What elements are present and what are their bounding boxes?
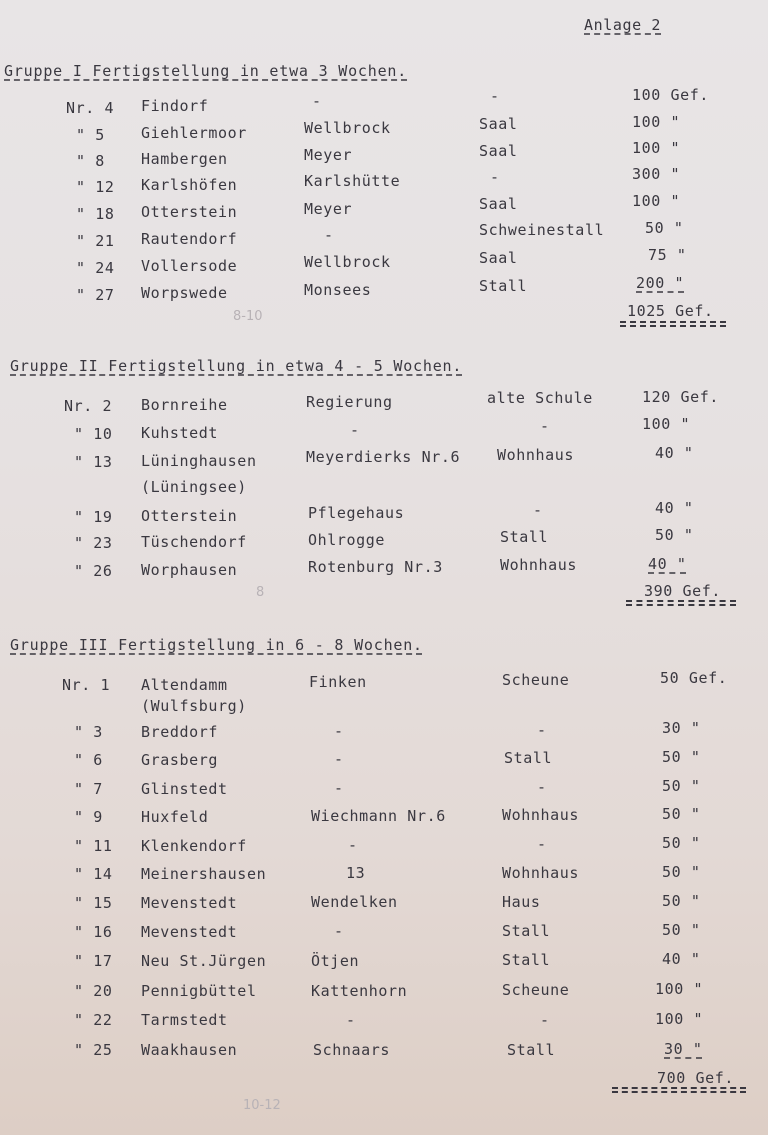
row-col3: Saal <box>479 115 518 133</box>
row-col3: Stall <box>504 749 553 767</box>
row-amount: 50 " <box>645 219 684 237</box>
row-col3: Scheune <box>502 671 570 689</box>
row-place: Kuhstedt <box>141 424 219 442</box>
row-amount: 100 Gef. <box>632 86 710 104</box>
row-nr: " 24 <box>76 259 115 277</box>
row-amount: 100 " <box>632 139 681 157</box>
row-col3: Stall <box>502 951 551 969</box>
row-col3: Scheune <box>502 981 570 999</box>
row-amount: 50 " <box>655 526 694 544</box>
row-col2: Wendelken <box>311 893 398 911</box>
group-1-total: 1025 Gef. <box>627 302 714 320</box>
row-col2: 13 <box>346 864 366 882</box>
row-nr: " 21 <box>76 232 115 250</box>
row-col3: Wohnhaus <box>502 806 580 824</box>
row-place: Altendamm <box>141 676 228 694</box>
row-nr: " 9 <box>74 808 103 826</box>
row-col3: - <box>490 87 500 105</box>
row-col2: Wellbrock <box>304 119 391 137</box>
row-place: Mevenstedt <box>141 923 238 941</box>
row-place: Mevenstedt <box>141 894 238 912</box>
row-nr: " 22 <box>74 1011 113 1029</box>
row-col2: Wellbrock <box>304 253 391 271</box>
row-nr: " 5 <box>76 126 105 144</box>
row-nr: " 16 <box>74 923 113 941</box>
row-col3: Haus <box>502 893 541 911</box>
row-nr: Nr. 2 <box>64 397 113 415</box>
row-place: Karlshöfen <box>141 176 238 194</box>
row-col3: Saal <box>479 142 518 160</box>
row-nr: " 6 <box>74 751 103 769</box>
row-place: Klenkendorf <box>141 837 247 855</box>
row-col3: - <box>540 417 550 435</box>
row-col2: - <box>334 750 344 768</box>
row-place-line2: (Wulfsburg) <box>141 697 247 715</box>
group-1-heading: Gruppe I Fertigstellung in etwa 3 Wochen. <box>4 62 408 80</box>
row-nr: Nr. 1 <box>62 676 111 694</box>
row-amount: 50 " <box>662 805 701 823</box>
pencil-note: 10-12 <box>243 1098 281 1113</box>
row-col2: - <box>334 722 344 740</box>
row-col2: - <box>324 226 334 244</box>
row-amount: 75 " <box>648 246 687 264</box>
row-place: Tarmstedt <box>141 1011 228 1029</box>
row-nr: " 13 <box>74 453 113 471</box>
row-amount: 50 " <box>662 863 701 881</box>
row-col2: Rotenburg Nr.3 <box>308 558 443 576</box>
row-nr: " 17 <box>74 952 113 970</box>
row-place: Otterstein <box>141 203 238 221</box>
row-col3: Stall <box>507 1041 556 1059</box>
row-col3: - <box>537 721 547 739</box>
row-col3: Wohnhaus <box>500 556 578 574</box>
row-col2: Ötjen <box>311 952 360 970</box>
row-place-line2: (Lüningsee) <box>141 478 247 496</box>
row-col2: Meyerdierks Nr.6 <box>306 448 461 466</box>
row-col3: Stall <box>502 922 551 940</box>
row-col2: Schnaars <box>313 1041 391 1059</box>
pencil-note: 8-10 <box>233 309 263 324</box>
row-col3: - <box>490 168 500 186</box>
row-nr: " 26 <box>74 562 113 580</box>
row-col2: Kattenhorn <box>311 982 408 1000</box>
row-place: Worphausen <box>141 561 238 579</box>
row-place: Rautendorf <box>141 230 238 248</box>
row-col2: - <box>312 92 322 110</box>
row-col3: alte Schule <box>487 389 593 407</box>
row-amount: 30 " <box>662 719 701 737</box>
row-place: Pennigbüttel <box>141 982 257 1000</box>
row-col3: Saal <box>479 249 518 267</box>
row-col3: Wohnhaus <box>497 446 575 464</box>
row-place: Huxfeld <box>141 808 209 826</box>
row-nr: " 19 <box>74 508 113 526</box>
row-nr: " 12 <box>76 178 115 196</box>
row-col2: Monsees <box>304 281 372 299</box>
row-amount: 40 " <box>655 499 694 517</box>
row-place: Breddorf <box>141 723 219 741</box>
row-col2: Meyer <box>304 200 353 218</box>
row-place: Otterstein <box>141 507 238 525</box>
row-place: Glinstedt <box>141 780 228 798</box>
row-place: Bornreihe <box>141 396 228 414</box>
row-amount: 30 " <box>664 1040 703 1058</box>
row-amount: 50 " <box>662 892 701 910</box>
row-col2: - <box>348 836 358 854</box>
row-place: Neu St.Jürgen <box>141 952 267 970</box>
row-col2: - <box>350 421 360 439</box>
row-col3: - <box>540 1011 550 1029</box>
row-col2: Wiechmann Nr.6 <box>311 807 446 825</box>
row-place: Vollersode <box>141 257 238 275</box>
row-col2: - <box>334 922 344 940</box>
row-amount: 50 " <box>662 921 701 939</box>
row-nr: " 7 <box>74 780 103 798</box>
row-place: Findorf <box>141 97 209 115</box>
double-rule <box>626 600 736 606</box>
anlage-label: Anlage 2 <box>584 16 662 34</box>
row-col3: Saal <box>479 195 518 213</box>
row-amount: 50 Gef. <box>660 669 728 687</box>
row-amount: 100 " <box>642 415 691 433</box>
row-place: Waakhausen <box>141 1041 238 1059</box>
row-col2: Karlshütte <box>304 172 401 190</box>
row-col2: Ohlrogge <box>308 531 386 549</box>
row-col2: Regierung <box>306 393 393 411</box>
row-col2: Pflegehaus <box>308 504 405 522</box>
row-nr: Nr. 4 <box>66 99 115 117</box>
row-nr: " 23 <box>74 534 113 552</box>
row-nr: " 14 <box>74 865 113 883</box>
row-nr: " 11 <box>74 837 113 855</box>
double-rule <box>612 1087 746 1093</box>
row-amount: 50 " <box>662 748 701 766</box>
row-nr: " 18 <box>76 205 115 223</box>
row-col3: - <box>533 501 543 519</box>
row-amount: 120 Gef. <box>642 388 720 406</box>
row-nr: " 3 <box>74 723 103 741</box>
double-rule <box>620 321 726 327</box>
row-col3: Stall <box>500 528 549 546</box>
row-amount: 40 " <box>648 555 687 573</box>
row-amount: 100 " <box>655 1010 704 1028</box>
row-place: Hambergen <box>141 150 228 168</box>
row-amount: 50 " <box>662 834 701 852</box>
row-nr: " 20 <box>74 982 113 1000</box>
row-nr: " 10 <box>74 425 113 443</box>
row-amount: 100 " <box>655 980 704 998</box>
row-amount: 40 " <box>662 950 701 968</box>
group-3-heading: Gruppe III Fertigstellung in 6 - 8 Wochen. <box>10 636 423 654</box>
row-amount: 100 " <box>632 113 681 131</box>
group-2-heading: Gruppe II Fertigstellung in etwa 4 - 5 Wochen. <box>10 357 463 375</box>
row-amount: 40 " <box>655 444 694 462</box>
row-amount: 50 " <box>662 777 701 795</box>
row-nr: " 15 <box>74 894 113 912</box>
group-3-total: 700 Gef. <box>657 1069 735 1087</box>
row-amount: 100 " <box>632 192 681 210</box>
row-col2: - <box>346 1011 356 1029</box>
row-col3: Stall <box>479 277 528 295</box>
row-place: Worpswede <box>141 284 228 302</box>
row-col3: - <box>537 778 547 796</box>
row-col2: Meyer <box>304 146 353 164</box>
row-col3: - <box>537 835 547 853</box>
row-amount: 300 " <box>632 165 681 183</box>
row-col3: Wohnhaus <box>502 864 580 882</box>
row-col3: Schweinestall <box>479 221 605 239</box>
row-place: Tüschendorf <box>141 533 247 551</box>
row-place: Giehlermoor <box>141 124 247 142</box>
group-2-total: 390 Gef. <box>644 582 722 600</box>
row-nr: " 8 <box>76 152 105 170</box>
row-amount: 200 " <box>636 274 685 292</box>
row-place: Lüninghausen <box>141 452 257 470</box>
row-col2: Finken <box>309 673 367 691</box>
row-place: Meinershausen <box>141 865 267 883</box>
row-col2: - <box>334 779 344 797</box>
pencil-note: 8 <box>256 585 265 600</box>
row-nr: " 25 <box>74 1041 113 1059</box>
row-place: Grasberg <box>141 751 219 769</box>
row-nr: " 27 <box>76 286 115 304</box>
